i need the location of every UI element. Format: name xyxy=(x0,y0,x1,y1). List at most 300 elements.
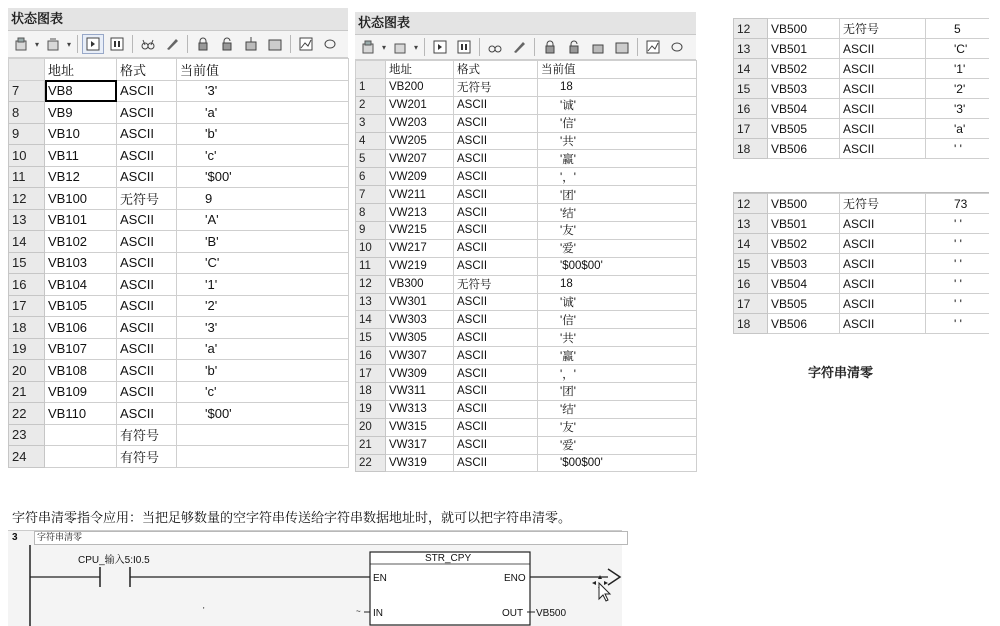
address-cell[interactable]: VB300 xyxy=(386,275,454,293)
description-text: 字符串清零指令应用：当把足够数量的空字符串传送给字符串数据地址时，就可以把字符串清零。 xyxy=(12,510,572,525)
address-cell[interactable]: VW217 xyxy=(386,239,454,257)
table-row[interactable] xyxy=(734,254,990,274)
value-cell[interactable]: 9 xyxy=(177,188,349,210)
row-number: 17 xyxy=(734,119,768,139)
format-cell[interactable]: 有符号 xyxy=(117,424,177,446)
value-cell[interactable]: '3' xyxy=(177,317,349,339)
chart-status-icon[interactable] xyxy=(429,37,451,57)
address-cell[interactable]: VB504 xyxy=(768,274,840,294)
table-row[interactable] xyxy=(734,39,990,59)
table-row[interactable] xyxy=(9,446,349,468)
table-row[interactable] xyxy=(356,365,697,383)
rung-end-arrow-icon xyxy=(608,569,620,585)
address-cell[interactable]: VB506 xyxy=(768,139,840,159)
format-cell[interactable]: ASCII xyxy=(117,102,177,124)
in-connector-mark: ~ xyxy=(356,607,361,616)
value-cell[interactable]: '3' xyxy=(926,99,990,119)
pencil-icon[interactable] xyxy=(161,34,183,54)
out-operand[interactable]: VB500 xyxy=(536,608,567,619)
address-cell[interactable]: VW211 xyxy=(386,186,454,204)
value-cell[interactable]: ' ' xyxy=(926,314,990,334)
value-cell[interactable]: '友' xyxy=(538,418,697,436)
address-cell[interactable]: VB503 xyxy=(768,79,840,99)
format-cell[interactable]: ASCII xyxy=(454,168,538,186)
value-cell[interactable]: '共' xyxy=(538,329,697,347)
value-cell[interactable]: '信' xyxy=(538,311,697,329)
trend-chart-icon[interactable] xyxy=(642,37,664,57)
address-cell[interactable]: VB505 xyxy=(768,119,840,139)
format-cell[interactable]: 无符号 xyxy=(840,19,926,39)
panel-title: 状态图表 xyxy=(355,12,696,35)
status-chart-panel-left xyxy=(8,8,348,478)
value-cell[interactable]: '2' xyxy=(177,295,349,317)
contact-label: CPU_输入5:I0.5 xyxy=(78,555,150,566)
format-cell[interactable]: ASCII xyxy=(117,381,177,403)
format-cell[interactable]: ASCII xyxy=(840,119,926,139)
value-cell[interactable]: '赢' xyxy=(538,347,697,365)
force-icon[interactable] xyxy=(240,34,262,54)
more-icon[interactable] xyxy=(319,34,341,54)
format-cell[interactable]: ASCII xyxy=(454,150,538,168)
table-row[interactable] xyxy=(356,418,697,436)
chart-status-icon[interactable] xyxy=(82,34,104,54)
row-number: 17 xyxy=(9,295,45,317)
format-cell[interactable]: ASCII xyxy=(454,239,538,257)
row-number: 18 xyxy=(734,139,768,159)
table-row[interactable] xyxy=(356,114,697,132)
address-cell[interactable]: VB502 xyxy=(768,59,840,79)
format-cell[interactable]: ASCII xyxy=(840,294,926,314)
table-row[interactable] xyxy=(356,132,697,150)
row-number: 23 xyxy=(9,424,45,446)
address-cell[interactable]: VW305 xyxy=(386,329,454,347)
format-cell[interactable]: 无符号 xyxy=(117,188,177,210)
address-cell[interactable]: VW303 xyxy=(386,311,454,329)
row-number: 15 xyxy=(734,254,768,274)
value-cell[interactable]: '1' xyxy=(926,59,990,79)
format-cell[interactable]: ASCII xyxy=(454,132,538,150)
table-row[interactable] xyxy=(356,329,697,347)
format-cell[interactable]: ASCII xyxy=(840,314,926,334)
address-cell[interactable]: VW315 xyxy=(386,418,454,436)
table-row[interactable] xyxy=(734,214,990,234)
format-cell[interactable]: ASCII xyxy=(117,80,177,102)
row-number: 11 xyxy=(356,257,386,275)
table-row[interactable] xyxy=(356,150,697,168)
header-format: 格式 xyxy=(454,61,538,79)
table-row[interactable] xyxy=(356,168,697,186)
format-cell[interactable]: ASCII xyxy=(117,403,177,425)
value-cell[interactable]: 5 xyxy=(926,19,990,39)
address-cell[interactable]: VB8 xyxy=(45,80,117,102)
address-cell[interactable]: VW311 xyxy=(386,383,454,401)
table-row[interactable] xyxy=(9,381,349,403)
format-cell[interactable]: ASCII xyxy=(840,99,926,119)
value-cell[interactable]: '团' xyxy=(538,383,697,401)
format-cell[interactable]: ASCII xyxy=(454,454,538,472)
more-icon[interactable] xyxy=(666,37,688,57)
row-number: 17 xyxy=(734,294,768,314)
value-cell[interactable]: 18 xyxy=(538,78,697,96)
format-cell[interactable]: ASCII xyxy=(117,360,177,382)
row-number: 10 xyxy=(356,239,386,257)
table-row[interactable] xyxy=(734,79,990,99)
delete-row-icon[interactable] xyxy=(43,34,65,54)
format-cell[interactable]: ASCII xyxy=(117,145,177,167)
row-number: 14 xyxy=(356,311,386,329)
format-cell[interactable]: ASCII xyxy=(454,186,538,204)
trend-chart-icon[interactable] xyxy=(295,34,317,54)
address-cell[interactable]: VB110 xyxy=(45,403,117,425)
format-cell[interactable]: ASCII xyxy=(840,59,926,79)
table-row[interactable] xyxy=(9,252,349,274)
address-cell[interactable]: VB9 xyxy=(45,102,117,124)
address-cell[interactable]: VB109 xyxy=(45,381,117,403)
table-row[interactable] xyxy=(356,78,697,96)
value-cell[interactable]: 'a' xyxy=(177,102,349,124)
row-number: 24 xyxy=(9,446,45,468)
address-cell[interactable]: VW207 xyxy=(386,150,454,168)
address-cell[interactable]: VB506 xyxy=(768,314,840,334)
status-chart-panel-middle xyxy=(355,12,696,478)
format-cell[interactable]: ASCII xyxy=(454,365,538,383)
address-cell[interactable]: VB501 xyxy=(768,39,840,59)
insert-row-icon[interactable] xyxy=(358,37,380,57)
format-cell[interactable]: ASCII xyxy=(840,139,926,159)
table-row[interactable] xyxy=(734,59,990,79)
value-cell[interactable]: '团' xyxy=(538,186,697,204)
row-number: 16 xyxy=(356,347,386,365)
header-format: 格式 xyxy=(117,59,177,81)
address-cell[interactable]: VB103 xyxy=(45,252,117,274)
value-cell[interactable]: '$00$00' xyxy=(538,257,697,275)
force-icon[interactable] xyxy=(587,37,609,57)
value-cell[interactable]: 'C' xyxy=(926,39,990,59)
en-pin-label: EN xyxy=(373,573,387,584)
row-number: 8 xyxy=(356,204,386,222)
address-cell[interactable]: VB505 xyxy=(768,294,840,314)
address-cell[interactable]: VB108 xyxy=(45,360,117,382)
table-row[interactable] xyxy=(734,274,990,294)
format-cell[interactable]: ASCII xyxy=(454,383,538,401)
table-row[interactable] xyxy=(9,360,349,382)
table-row[interactable] xyxy=(356,293,697,311)
address-cell[interactable]: VW307 xyxy=(386,347,454,365)
value-cell[interactable]: '1' xyxy=(177,274,349,296)
table-row[interactable] xyxy=(9,317,349,339)
row-number: 22 xyxy=(356,454,386,472)
value-cell[interactable] xyxy=(177,446,349,468)
address-cell[interactable]: VW209 xyxy=(386,168,454,186)
value-cell[interactable]: 'b' xyxy=(177,360,349,382)
address-cell[interactable]: VB106 xyxy=(45,317,117,339)
format-cell[interactable]: ASCII xyxy=(117,338,177,360)
format-cell[interactable]: ASCII xyxy=(117,209,177,231)
row-number: 16 xyxy=(734,274,768,294)
chevron-down-icon[interactable]: ▾ xyxy=(67,39,72,49)
value-cell[interactable] xyxy=(177,424,349,446)
value-cell[interactable]: '诚' xyxy=(538,293,697,311)
table-row[interactable] xyxy=(356,239,697,257)
address-cell[interactable]: VB101 xyxy=(45,209,117,231)
table-row[interactable] xyxy=(356,204,697,222)
format-cell[interactable]: 无符号 xyxy=(840,194,926,214)
address-cell[interactable]: VB12 xyxy=(45,166,117,188)
row-number: 15 xyxy=(9,252,45,274)
format-cell[interactable]: ASCII xyxy=(840,214,926,234)
address-cell[interactable] xyxy=(45,424,117,446)
address-cell[interactable] xyxy=(45,446,117,468)
value-cell[interactable]: ' ' xyxy=(926,214,990,234)
value-cell[interactable]: '爱' xyxy=(538,239,697,257)
pause-icon[interactable] xyxy=(106,34,128,54)
table-row[interactable] xyxy=(9,188,349,210)
format-cell[interactable]: ASCII xyxy=(454,114,538,132)
row-number: 9 xyxy=(9,123,45,145)
value-cell[interactable]: '2' xyxy=(926,79,990,99)
table-row[interactable] xyxy=(734,194,990,214)
glasses-icon[interactable] xyxy=(484,37,506,57)
format-cell[interactable]: ASCII xyxy=(454,204,538,222)
row-number: 12 xyxy=(734,19,768,39)
panel-title: 状态图表 xyxy=(8,8,348,31)
lock-icon[interactable] xyxy=(192,34,214,54)
table-row[interactable] xyxy=(9,403,349,425)
pause-icon[interactable] xyxy=(453,37,475,57)
value-cell[interactable]: 'a' xyxy=(177,338,349,360)
toolbar xyxy=(8,31,348,58)
address-cell[interactable]: VB100 xyxy=(45,188,117,210)
row-number: 19 xyxy=(9,338,45,360)
address-cell[interactable]: VW213 xyxy=(386,204,454,222)
address-cell[interactable]: VB503 xyxy=(768,254,840,274)
format-cell[interactable]: ASCII xyxy=(840,234,926,254)
row-number: 15 xyxy=(356,329,386,347)
unlock-icon[interactable] xyxy=(563,37,585,57)
address-cell[interactable]: VB504 xyxy=(768,99,840,119)
table-row[interactable] xyxy=(356,186,697,204)
table-row[interactable] xyxy=(734,99,990,119)
address-cell[interactable]: VB107 xyxy=(45,338,117,360)
insert-row-icon[interactable] xyxy=(11,34,33,54)
value-cell[interactable]: 'c' xyxy=(177,381,349,403)
value-cell[interactable]: 'A' xyxy=(177,209,349,231)
format-cell[interactable]: ASCII xyxy=(454,400,538,418)
row-number: 14 xyxy=(9,231,45,253)
address-cell[interactable]: VB200 xyxy=(386,78,454,96)
row-number: 13 xyxy=(356,293,386,311)
row-number: 20 xyxy=(356,418,386,436)
value-cell[interactable]: 'B' xyxy=(177,231,349,253)
address-cell[interactable]: VB11 xyxy=(45,145,117,167)
format-cell[interactable]: ASCII xyxy=(454,293,538,311)
address-cell[interactable]: VW215 xyxy=(386,222,454,240)
status-table xyxy=(355,60,697,472)
value-cell[interactable]: 18 xyxy=(538,275,697,293)
table-row[interactable] xyxy=(356,96,697,114)
pencil-icon[interactable] xyxy=(508,37,530,57)
format-cell[interactable]: ASCII xyxy=(117,123,177,145)
status-chart-fragment-before xyxy=(733,18,989,166)
format-cell[interactable]: ASCII xyxy=(840,274,926,294)
format-cell[interactable]: ASCII xyxy=(840,254,926,274)
table-row[interactable] xyxy=(356,436,697,454)
value-cell[interactable]: 'a' xyxy=(926,119,990,139)
delete-row-icon[interactable] xyxy=(390,37,412,57)
address-cell[interactable]: VW219 xyxy=(386,257,454,275)
value-cell[interactable]: '友' xyxy=(538,222,697,240)
format-cell[interactable]: 无符号 xyxy=(454,275,538,293)
row-number: 21 xyxy=(356,436,386,454)
format-cell[interactable]: ASCII xyxy=(117,252,177,274)
value-cell[interactable]: '，' xyxy=(538,168,697,186)
move-cursor-icon xyxy=(592,575,610,601)
table-row[interactable] xyxy=(9,102,349,124)
address-cell[interactable]: VW201 xyxy=(386,96,454,114)
table-row[interactable] xyxy=(734,19,990,39)
format-cell[interactable]: ASCII xyxy=(117,274,177,296)
address-cell[interactable]: VW203 xyxy=(386,114,454,132)
status-table xyxy=(733,18,989,159)
address-cell[interactable]: VB102 xyxy=(45,231,117,253)
address-cell[interactable]: VW313 xyxy=(386,400,454,418)
value-cell[interactable]: '3' xyxy=(177,80,349,102)
unforce-all-icon[interactable] xyxy=(611,37,633,57)
format-cell[interactable]: ASCII xyxy=(840,39,926,59)
network-number: 3 xyxy=(12,532,18,543)
table-row[interactable] xyxy=(9,80,349,102)
value-cell[interactable]: '信' xyxy=(538,114,697,132)
address-cell[interactable]: VB500 xyxy=(768,194,840,214)
row-number: 19 xyxy=(356,400,386,418)
address-cell[interactable]: VW319 xyxy=(386,454,454,472)
glasses-icon[interactable] xyxy=(137,34,159,54)
table-row[interactable] xyxy=(356,257,697,275)
table-row[interactable] xyxy=(356,383,697,401)
format-cell[interactable]: ASCII xyxy=(454,347,538,365)
address-cell[interactable]: VW301 xyxy=(386,293,454,311)
value-cell[interactable]: 73 xyxy=(926,194,990,214)
value-cell[interactable]: ' ' xyxy=(926,294,990,314)
format-cell[interactable]: 无符号 xyxy=(454,78,538,96)
format-cell[interactable]: ASCII xyxy=(117,166,177,188)
table-row[interactable] xyxy=(734,139,990,159)
table-row[interactable] xyxy=(9,145,349,167)
format-cell[interactable]: ASCII xyxy=(454,222,538,240)
value-cell[interactable]: ' ' xyxy=(926,274,990,294)
table-row[interactable] xyxy=(734,119,990,139)
table-row[interactable] xyxy=(9,231,349,253)
table-row[interactable] xyxy=(9,295,349,317)
table-row[interactable] xyxy=(356,275,697,293)
row-number: 18 xyxy=(734,314,768,334)
value-cell[interactable]: 'C' xyxy=(177,252,349,274)
format-cell[interactable]: ASCII xyxy=(454,436,538,454)
in-pin-label: IN xyxy=(373,608,383,619)
lock-icon[interactable] xyxy=(539,37,561,57)
table-row[interactable] xyxy=(9,209,349,231)
table-row[interactable] xyxy=(9,166,349,188)
row-number: 8 xyxy=(9,102,45,124)
table-header-row xyxy=(9,59,349,81)
format-cell[interactable]: ASCII xyxy=(454,257,538,275)
table-row[interactable] xyxy=(9,424,349,446)
value-cell[interactable]: '赢' xyxy=(538,150,697,168)
value-cell[interactable]: '$00' xyxy=(177,166,349,188)
value-cell[interactable]: '共' xyxy=(538,132,697,150)
table-row[interactable] xyxy=(356,347,697,365)
format-cell[interactable]: ASCII xyxy=(454,311,538,329)
format-cell[interactable]: 有符号 xyxy=(117,446,177,468)
table-row[interactable] xyxy=(734,294,990,314)
value-cell[interactable]: 'b' xyxy=(177,123,349,145)
format-cell[interactable]: ASCII xyxy=(117,295,177,317)
value-cell[interactable]: 'c' xyxy=(177,145,349,167)
address-cell[interactable]: VB105 xyxy=(45,295,117,317)
value-cell[interactable]: '$00$00' xyxy=(538,454,697,472)
value-cell[interactable]: ' ' xyxy=(926,139,990,159)
row-number: 10 xyxy=(9,145,45,167)
row-number: 15 xyxy=(734,79,768,99)
value-cell[interactable]: '爱' xyxy=(538,436,697,454)
address-cell[interactable]: VB104 xyxy=(45,274,117,296)
value-cell[interactable]: '诚' xyxy=(538,96,697,114)
address-cell[interactable]: VW317 xyxy=(386,436,454,454)
table-row[interactable] xyxy=(356,311,697,329)
value-cell[interactable]: ' ' xyxy=(926,254,990,274)
chevron-down-icon[interactable]: ▾ xyxy=(414,42,419,52)
row-number: 7 xyxy=(9,80,45,102)
format-cell[interactable]: ASCII xyxy=(454,418,538,436)
table-row[interactable] xyxy=(9,338,349,360)
eno-pin-label: ENO xyxy=(504,573,526,584)
address-cell[interactable]: VW309 xyxy=(386,365,454,383)
table-row[interactable] xyxy=(356,400,697,418)
table-row[interactable] xyxy=(734,314,990,334)
chevron-down-icon[interactable]: ▾ xyxy=(35,39,40,49)
value-cell[interactable]: '结' xyxy=(538,400,697,418)
row-number: 2 xyxy=(356,96,386,114)
chevron-down-icon[interactable]: ▾ xyxy=(382,42,387,52)
address-cell[interactable]: VB502 xyxy=(768,234,840,254)
unlock-icon[interactable] xyxy=(216,34,238,54)
address-cell[interactable]: VW205 xyxy=(386,132,454,150)
address-cell[interactable]: VB10 xyxy=(45,123,117,145)
value-cell[interactable]: ' ' xyxy=(926,234,990,254)
format-cell[interactable]: ASCII xyxy=(117,317,177,339)
table-row[interactable] xyxy=(9,274,349,296)
format-cell[interactable]: ASCII xyxy=(454,329,538,347)
format-cell[interactable]: ASCII xyxy=(840,79,926,99)
format-cell[interactable]: ASCII xyxy=(454,96,538,114)
address-cell[interactable]: VB500 xyxy=(768,19,840,39)
table-row[interactable] xyxy=(356,454,697,472)
row-number: 13 xyxy=(734,214,768,234)
table-row[interactable] xyxy=(356,222,697,240)
table-row[interactable] xyxy=(9,123,349,145)
network-title[interactable]: 字符串清零 xyxy=(34,531,628,545)
row-number: 12 xyxy=(9,188,45,210)
value-cell[interactable]: '，' xyxy=(538,365,697,383)
row-number: 9 xyxy=(356,222,386,240)
format-cell[interactable]: ASCII xyxy=(117,231,177,253)
address-cell[interactable]: VB501 xyxy=(768,214,840,234)
table-row[interactable] xyxy=(734,234,990,254)
header-address: 地址 xyxy=(386,61,454,79)
value-cell[interactable]: '$00' xyxy=(177,403,349,425)
unforce-all-icon[interactable] xyxy=(264,34,286,54)
value-cell[interactable]: '结' xyxy=(538,204,697,222)
